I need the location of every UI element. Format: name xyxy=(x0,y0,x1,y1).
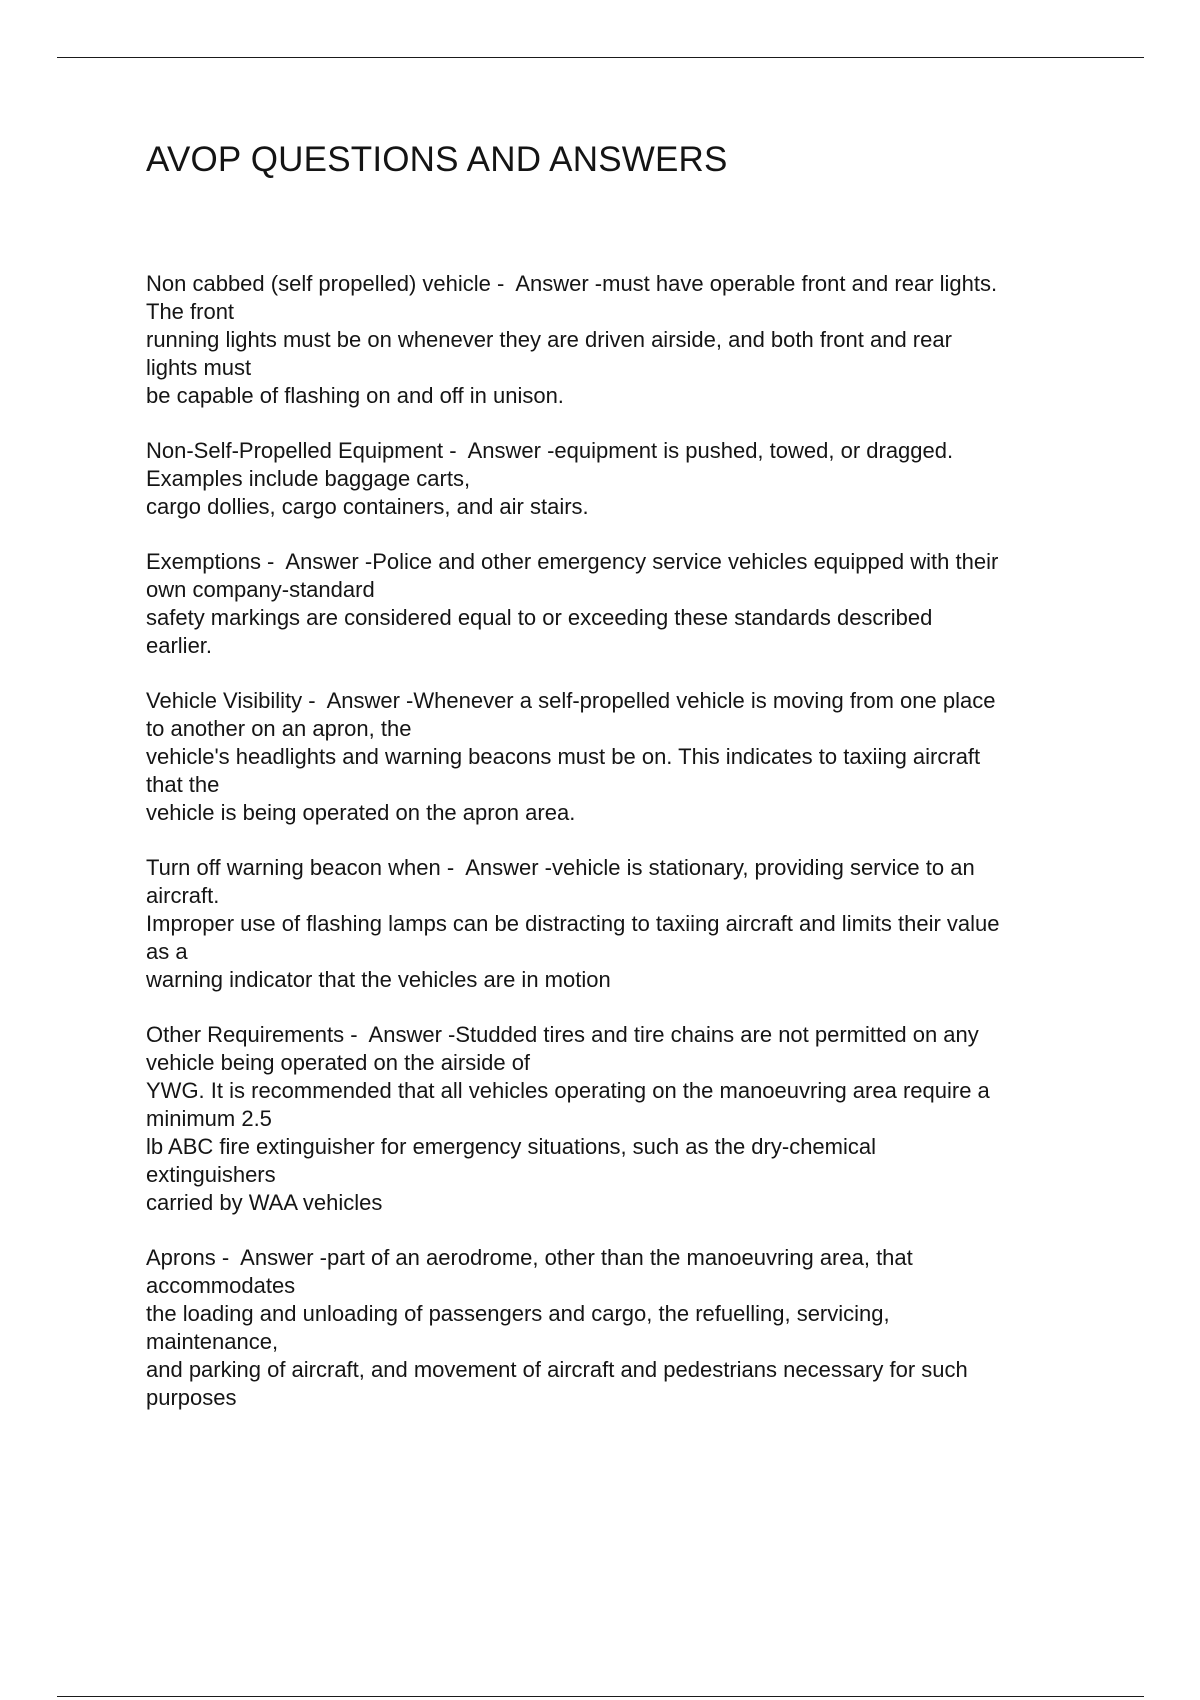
qa-text-line: extinguishers xyxy=(146,1162,276,1187)
qa-text-line: cargo dollies, cargo containers, and air stairs. xyxy=(146,494,589,519)
qa-text-line: Aprons - Answer -part of an aerodrome, other than the manoeuvring area, that xyxy=(146,1245,913,1270)
qa-text-line: lights must xyxy=(146,355,252,380)
qa-text-line: aircraft. xyxy=(146,883,220,908)
qa-item xyxy=(146,270,1106,410)
qa-text-line: be capable of flashing on and off in unison. xyxy=(146,383,564,408)
qa-text-line: and parking of aircraft, and movement of aircraft and pedestrians necessary for such xyxy=(146,1357,968,1382)
qa-text-line: the loading and unloading of passengers and cargo, the refuelling, servicing, xyxy=(146,1301,890,1326)
qa-text-line: minimum 2.5 xyxy=(146,1106,272,1131)
qa-text-line: YWG. It is recommended that all vehicles operating on the manoeuvring area require a xyxy=(146,1078,990,1103)
qa-text-line: Exemptions - Answer -Police and other emergency service vehicles equipped with their xyxy=(146,549,999,574)
qa-text-line: Other Requirements - Answer -Studded tires and tire chains are not permitted on any xyxy=(146,1022,979,1047)
top-rule xyxy=(57,57,1144,58)
bottom-rule xyxy=(57,1696,1144,1697)
qa-text-line: running lights must be on whenever they are driven airside, and both front and rear xyxy=(146,327,952,352)
qa-item xyxy=(146,548,1106,660)
qa-text-line: vehicle being operated on the airside of xyxy=(146,1050,531,1075)
qa-text-line: vehicle's headlights and warning beacons must be on. This indicates to taxiing aircraft xyxy=(146,744,981,769)
qa-text-line: Non cabbed (self propelled) vehicle - Answer -must have operable front and rear lights. xyxy=(146,271,998,296)
qa-item xyxy=(146,854,1106,994)
qa-list xyxy=(146,270,1106,1439)
qa-text-line: as a xyxy=(146,939,188,964)
qa-item xyxy=(146,687,1106,827)
qa-text-line: Improper use of flashing lamps can be distracting to taxiing aircraft and limits their value xyxy=(146,911,1000,936)
qa-text-line: own company-standard xyxy=(146,577,375,602)
qa-text-line: accommodates xyxy=(146,1273,296,1298)
qa-item xyxy=(146,1244,1106,1412)
qa-text-line: Turn off warning beacon when - Answer -vehicle is stationary, providing service to an xyxy=(146,855,975,880)
qa-text-line: maintenance, xyxy=(146,1329,279,1354)
qa-text-line: carried by WAA vehicles xyxy=(146,1190,383,1215)
qa-text-line: safety markings are considered equal to or exceeding these standards described xyxy=(146,605,933,630)
qa-text-line: Vehicle Visibility - Answer -Whenever a self-propelled vehicle is moving from one place xyxy=(146,688,996,713)
qa-text-line: to another on an apron, the xyxy=(146,716,412,741)
qa-text-line: The front xyxy=(146,299,235,324)
qa-text-line: warning indicator that the vehicles are in motion xyxy=(146,967,611,992)
qa-text-line: vehicle is being operated on the apron area. xyxy=(146,800,576,825)
qa-text-line: Non-Self-Propelled Equipment - Answer -equipment is pushed, towed, or dragged. xyxy=(146,438,954,463)
qa-text-line: purposes xyxy=(146,1385,237,1410)
qa-item xyxy=(146,437,1106,521)
qa-text-line: Examples include baggage carts, xyxy=(146,466,471,491)
qa-item xyxy=(146,1021,1106,1217)
qa-text-line: lb ABC fire extinguisher for emergency situations, such as the dry-chemical xyxy=(146,1134,876,1159)
page-title: AVOP QUESTIONS AND ANSWERS xyxy=(146,140,728,179)
qa-text-line: earlier. xyxy=(146,633,213,658)
qa-text-line: that the xyxy=(146,772,220,797)
